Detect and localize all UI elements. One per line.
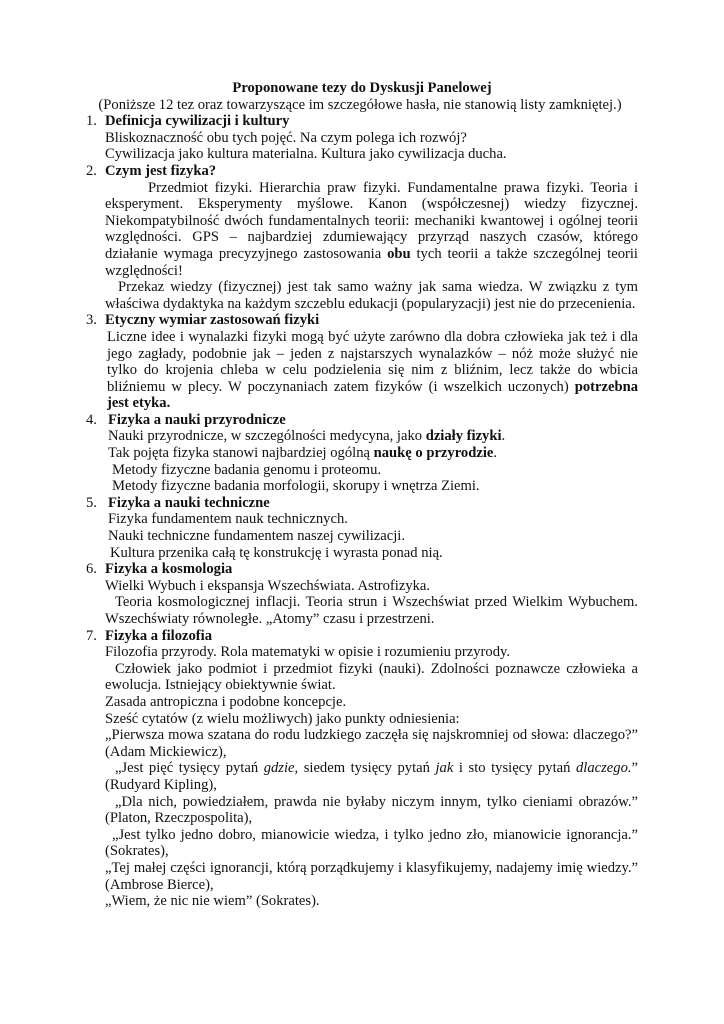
thesis-number: 6.	[86, 561, 97, 578]
thesis-line: Bliskoznaczność obu tych pojęć. Na czym polega ich rozwój?	[105, 129, 467, 146]
thesis-line: Fizyka fundamentem nauk technicznych.	[108, 511, 348, 528]
thesis-number: 3.	[86, 312, 97, 329]
thesis-line: Cywilizacja jako kultura materialna. Kultura jako cywilizacja ducha.	[105, 146, 507, 163]
quote-text	[105, 760, 638, 777]
thesis-line: Metody fizyczne badania genomu i proteomu.	[112, 461, 382, 478]
thesis-line: Teoria kosmologicznej inflacji. Teoria strun i Wszechświat przed Wielkim Wybuchem.	[115, 594, 638, 611]
quote-part: , siedem tysięcy pytań	[294, 760, 436, 777]
thesis-paragraph: Człowiek jako podmiot i przedmiot fizyki (nauki). Zdolności poznawcze człowieka a ewolucja. Istniejący obiektywnie świat.	[105, 660, 638, 694]
thesis-line	[108, 428, 638, 445]
thesis-body	[86, 329, 638, 412]
thesis-6	[86, 561, 638, 627]
quote-part: ”	[631, 760, 639, 777]
thesis-heading: Etyczny wymiar zastosowań fizyki	[105, 312, 320, 329]
emphasis-text: naukę o przyrodzie	[373, 445, 494, 462]
thesis-paragraph	[105, 180, 638, 280]
line-text: Tak pojęta fizyka stanowi najbardziej ogólną	[108, 445, 374, 462]
quote-source: (Ambrose Bierce),	[105, 876, 214, 893]
thesis-body	[86, 511, 638, 561]
paragraph-text: Liczne idee i wynalazki fizyki mogą być użyte zarówno dla dobra człowieka jak też i dla jego zagłady, podobnie jak – jeden z najstarszych wynalazków – nóż może służyć nie tylko do krojenia chleba w celu podzielenia się nim z bliźnim, lecz także do wbicia bliźniemu w plecy. W poczynaniach zatem fizyków (i wszelkich uczonych)	[107, 328, 638, 395]
quote-text: „Dla nich, powiedziałem, prawda nie byłaby niczym innym, tylko cieniami obrazów.”	[115, 793, 638, 810]
thesis-line: Metody fizyczne badania morfologii, skorupy i wnętrza Ziemi.	[112, 478, 480, 495]
quote-source: (Sokrates),	[105, 843, 169, 860]
emphasis-text: potrzebna jest etyka.	[107, 378, 638, 412]
thesis-heading: Fizyka a filozofia	[105, 627, 213, 644]
thesis-paragraph: Przekaz wiedzy (fizycznej) jest tak samo ważny jak sama wiedza. W związku z tym właściwa dydaktyka na każdym szczeblu edukacji (popularyzacji) jest nie do przecenienia.	[105, 279, 638, 312]
quote-italic: jak	[435, 760, 454, 777]
quote-text: „Wiem, że nic nie wiem” (Sokrates).	[105, 893, 320, 910]
thesis-line: Wielki Wybuch i ekspansja Wszechświata. Astrofizyka.	[105, 577, 431, 594]
thesis-line: Zasada antropiczna i podobne koncepcje.	[105, 693, 347, 710]
quote-text: „Pierwsza mowa szatana do rodu ludzkiego zaczęła się najskromniej od słowa: dlaczego?”	[105, 727, 638, 744]
quote-text: „Jest tylko jedno dobro, mianowicie wiedza, i tylko jedno zło, mianowicie ignorancja.”	[112, 826, 638, 843]
quote-source: (Rudyard Kipling),	[105, 776, 217, 793]
thesis-line: Wszechświaty równoległe. „Atomy” czasu i przestrzeni.	[105, 611, 435, 627]
quote-text: „Tej małej części ignorancji, którą porządkujemy i klasyfikujemy, nadajemy imię wiedzy.”	[105, 859, 638, 876]
thesis-heading: Fizyka a nauki techniczne	[108, 494, 270, 511]
thesis-number: 7.	[86, 627, 97, 644]
thesis-line: Filozofia przyrody. Rola matematyki w opisie i rozumieniu przyrody.	[105, 644, 511, 661]
emphasis-text: obu	[387, 245, 411, 262]
thesis-2	[86, 163, 638, 312]
thesis-body	[86, 180, 638, 313]
line-text: Nauki przyrodnicze, w szczególności medycyna, jako	[108, 428, 426, 445]
thesis-body	[86, 644, 638, 910]
line-text: .	[493, 445, 498, 462]
emphasis-text: działy fizyki	[425, 428, 502, 445]
thesis-line	[108, 445, 638, 462]
thesis-7	[86, 628, 638, 910]
line-text: .	[501, 428, 506, 445]
quote-part: i sto tysięcy pytań	[453, 760, 576, 777]
document-title: Proponowane tezy do Dyskusji Panelowej	[232, 80, 492, 96]
paragraph-text: Przedmiot fizyki. Hierarchia praw fizyki. Fundamentalne prawa fizyki. Teoria i eksperyment. Eksperymenty myślowe. Kanon (współczesnej) wiedzy fizycznej. Niekompatybilność dwóch fundamentalnych teorii: mechaniki kwantowej i ogólnej teorii względności. GPS – najbardziej zdumiewający przyrząd naszych czasów, którego działanie wymaga precyzyjnego zastosowania	[105, 179, 638, 262]
document-subtitle: (Poniższe 12 tez oraz towarzyszące im szczegółowe hasła, nie stanowią listy zamkniętej.)	[98, 96, 622, 113]
thesis-heading: Czym jest fizyka?	[105, 162, 217, 179]
thesis-number: 5.	[86, 494, 97, 511]
thesis-number: 1.	[86, 113, 97, 130]
thesis-number: 4.	[86, 411, 97, 428]
quote-part: „Jest pięć tysięcy pytań	[115, 760, 264, 777]
thesis-line: Kultura przenika całą tę konstrukcję i wyrasta ponad nią.	[110, 544, 443, 561]
paragraph-text: tych teorii a także szczególnej teorii względności!	[105, 245, 638, 279]
quote-italic: gdzie	[263, 760, 295, 777]
thesis-heading: Definicja cywilizacji i kultury	[105, 113, 290, 130]
thesis-heading: Fizyka a nauki przyrodnicze	[108, 411, 286, 428]
thesis-paragraph	[105, 329, 638, 412]
thesis-body	[86, 428, 638, 494]
thesis-body	[86, 130, 638, 163]
thesis-body	[86, 578, 638, 628]
thesis-line: Nauki techniczne fundamentem naszej cywilizacji.	[108, 528, 406, 545]
quote-source: (Platon, Rzeczpospolita),	[105, 810, 253, 827]
thesis-heading: Fizyka a kosmologia	[105, 561, 233, 578]
quote-italic: dlaczego.	[576, 760, 632, 777]
quote-source: (Adam Mickiewicz),	[105, 743, 227, 760]
thesis-number: 2.	[86, 162, 97, 179]
thesis-3	[86, 312, 638, 412]
thesis-4	[86, 412, 638, 495]
thesis-line: Sześć cytatów (z wielu możliwych) jako punkty odniesienia:	[105, 710, 460, 727]
thesis-5	[86, 495, 638, 561]
thesis-1	[86, 113, 638, 163]
